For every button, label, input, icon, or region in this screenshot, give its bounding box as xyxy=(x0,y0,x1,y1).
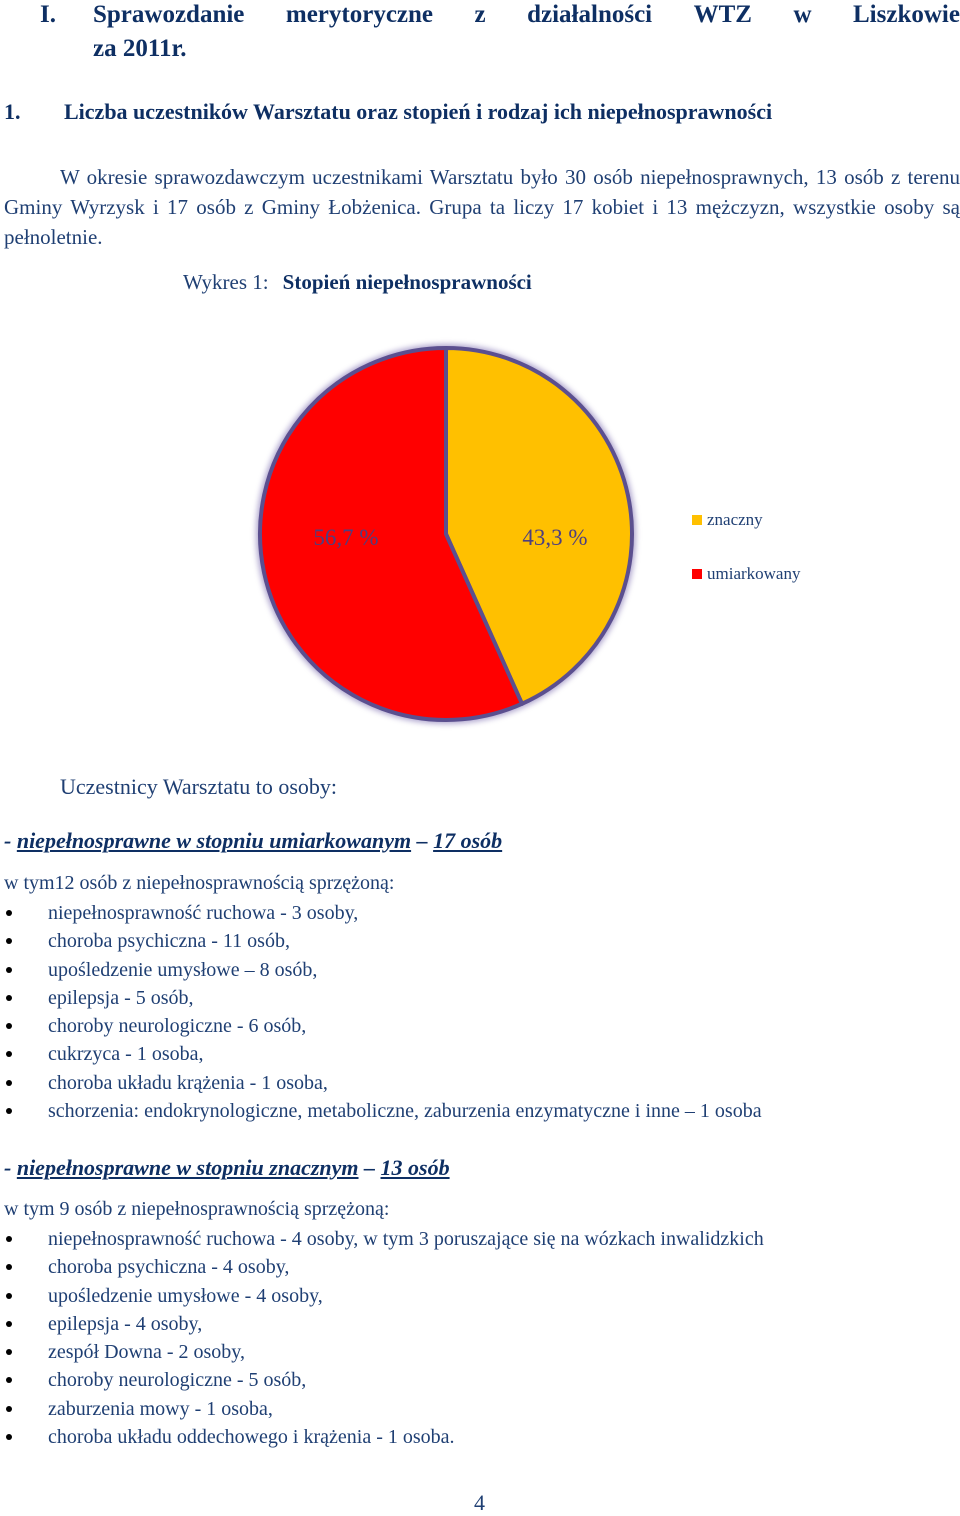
section-title-word: WTZ xyxy=(693,1,752,28)
section-title-word: Sprawozdanie xyxy=(93,1,245,28)
section-title-line1 xyxy=(93,0,960,30)
legend-swatch xyxy=(692,569,702,579)
bullet-icon xyxy=(6,1051,12,1057)
intro-paragraph xyxy=(4,162,960,252)
figure-caption-prefix: Wykres 1: xyxy=(183,270,269,294)
bullet-icon xyxy=(6,1321,12,1327)
section-number: I. xyxy=(40,1,56,28)
bullet-icon xyxy=(6,910,12,916)
pie-data-label: 56,7 % xyxy=(313,525,379,550)
section-title-word: Liszkowie xyxy=(853,1,960,28)
group-label: niepełnosprawne w stopniu umiarkowanym xyxy=(16,828,412,853)
bullet-icon xyxy=(6,1377,12,1383)
legend-label: znaczny xyxy=(707,510,763,529)
intro-text: W okresie sprawozdawczym uczestnikami Warsztatu było 30 osób niepełnosprawnych, 13 osób z terenu Gminy Wyrzysk i 17 osób z Gminy Łobżenica. Grupa ta liczy 17 kobiet i 13 mężczyzn, wszystkie osoby są pełnoletnie. xyxy=(4,165,960,249)
group-count: 13 osób xyxy=(380,1155,450,1180)
section-title-word: merytoryczne xyxy=(285,1,434,28)
section-title-line2: za 2011r. xyxy=(93,35,187,62)
legend-swatch xyxy=(692,515,702,525)
bullet-icon xyxy=(6,995,12,1001)
group-subline-moderate: w tym12 osób z niepełnosprawnością sprzężoną: xyxy=(4,872,395,894)
bullet-icon xyxy=(6,1406,12,1412)
bullet-icon xyxy=(6,967,12,973)
section-title-word: z xyxy=(474,1,486,28)
legend-label: umiarkowany xyxy=(707,564,801,583)
group-heading-moderate xyxy=(4,828,502,854)
bullet-icon xyxy=(6,1264,12,1270)
page-number: 4 xyxy=(474,1490,485,1515)
section-title-word: w xyxy=(793,1,812,28)
group-dash: - xyxy=(4,1155,12,1180)
bullet-icon xyxy=(6,1349,12,1355)
group-heading-significant xyxy=(4,1155,450,1181)
bullet-icon xyxy=(6,1236,12,1242)
bullet-icon xyxy=(6,1293,12,1299)
group-separator: – xyxy=(416,828,428,853)
pie-chart xyxy=(0,320,960,740)
pie-data-label: 43,3 % xyxy=(522,525,588,550)
subsection-title: Liczba uczestników Warsztatu oraz stopień i rodzaj ich niepełnosprawności xyxy=(64,99,773,124)
group-label: niepełnosprawne w stopniu znacznym xyxy=(16,1155,359,1180)
subsection-heading xyxy=(4,98,772,126)
group-count: 17 osób xyxy=(433,828,503,853)
subsection-number: 1. xyxy=(4,99,21,124)
figure-caption xyxy=(183,270,532,295)
figure-caption-title: Stopień niepełnosprawności xyxy=(282,270,532,294)
bullet-icon xyxy=(6,1434,12,1440)
bullet-icon xyxy=(6,938,12,944)
participants-intro: Uczestnicy Warsztatu to osoby: xyxy=(60,774,338,799)
group-separator: – xyxy=(364,1155,376,1180)
group-subline-significant: w tym 9 osób z niepełnosprawnością sprzężoną: xyxy=(4,1198,390,1220)
section-title-word: działalności xyxy=(527,1,653,28)
bullet-icon xyxy=(6,1023,12,1029)
group-dash: - xyxy=(4,828,12,853)
bullet-icon xyxy=(6,1080,12,1086)
bullet-icon xyxy=(6,1108,12,1114)
